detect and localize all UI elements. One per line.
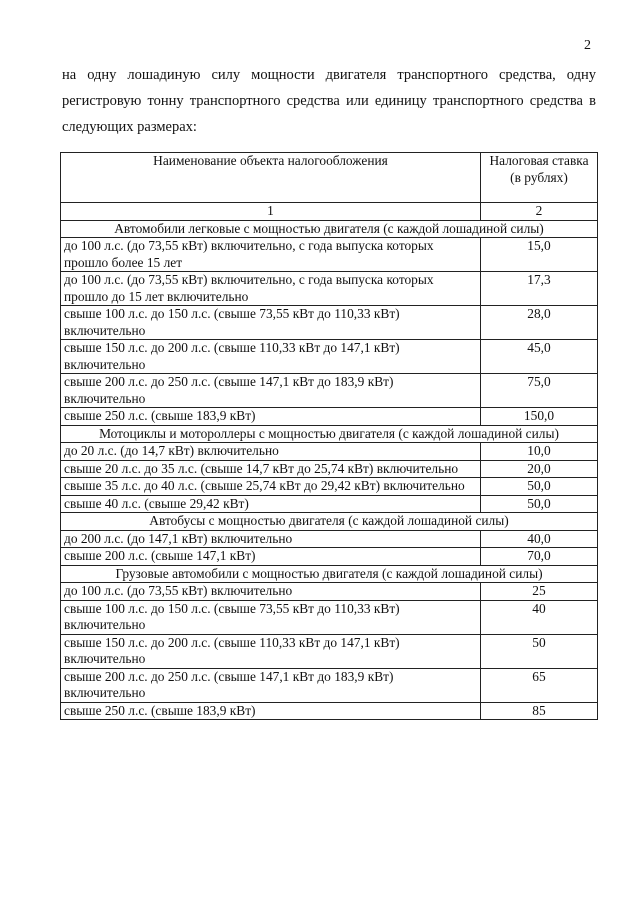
table-row <box>61 600 598 634</box>
column-number-2: 2 <box>481 203 598 221</box>
row-tax-rate: 10,0 <box>481 443 598 461</box>
page-number: 2 <box>584 38 591 53</box>
row-tax-rate: 85 <box>481 702 598 720</box>
row-tax-rate: 50,0 <box>481 495 598 513</box>
intro-paragraph <box>62 62 596 140</box>
row-tax-rate: 70,0 <box>481 548 598 566</box>
row-object-name: свыше 200 л.с. (свыше 147,1 кВт) <box>61 548 481 566</box>
row-tax-rate: 50,0 <box>481 478 598 496</box>
column-numbering-row <box>61 203 598 221</box>
row-object-name: свыше 200 л.с. до 250 л.с. (свыше 147,1 кВт до 183,9 кВт) включительно <box>61 668 481 702</box>
row-tax-rate: 150,0 <box>481 408 598 426</box>
table-row <box>61 340 598 374</box>
section-title: Автомобили легковые с мощностью двигателя (с каждой лошадиной силы) <box>61 220 598 238</box>
table-row <box>61 478 598 496</box>
row-object-name: до 20 л.с. (до 14,7 кВт) включительно <box>61 443 481 461</box>
table-row <box>61 374 598 408</box>
section-title: Мотоциклы и мотороллеры с мощностью двигателя (с каждой лошадиной силы) <box>61 425 598 443</box>
row-tax-rate: 65 <box>481 668 598 702</box>
table-header-row <box>61 153 598 203</box>
header-tax-rate: Налоговая ставка (в рублях) <box>481 153 598 203</box>
table-row <box>61 460 598 478</box>
row-object-name: свыше 200 л.с. до 250 л.с. (свыше 147,1 кВт до 183,9 кВт) включительно <box>61 374 481 408</box>
row-tax-rate: 25 <box>481 583 598 601</box>
column-number-1: 1 <box>61 203 481 221</box>
table-row <box>61 306 598 340</box>
row-tax-rate: 17,3 <box>481 272 598 306</box>
table-row <box>61 668 598 702</box>
row-object-name: до 100 л.с. (до 73,55 кВт) включительно <box>61 583 481 601</box>
row-object-name: свыше 250 л.с. (свыше 183,9 кВт) <box>61 408 481 426</box>
row-object-name: свыше 20 л.с. до 35 л.с. (свыше 14,7 кВт до 25,74 кВт) включительно <box>61 460 481 478</box>
row-tax-rate: 28,0 <box>481 306 598 340</box>
row-object-name: свыше 100 л.с. до 150 л.с. (свыше 73,55 кВт до 110,33 кВт) включительно <box>61 600 481 634</box>
section-title-row <box>61 513 598 531</box>
row-object-name: свыше 250 л.с. (свыше 183,9 кВт) <box>61 702 481 720</box>
row-object-name: до 100 л.с. (до 73,55 кВт) включительно, с года выпуска которых прошло до 15 лет включительно <box>61 272 481 306</box>
table-row <box>61 583 598 601</box>
row-tax-rate: 40,0 <box>481 530 598 548</box>
row-object-name: свыше 35 л.с. до 40 л.с. (свыше 25,74 кВт до 29,42 кВт) включительно <box>61 478 481 496</box>
section-title-row <box>61 425 598 443</box>
row-object-name: свыше 40 л.с. (свыше 29,42 кВт) <box>61 495 481 513</box>
section-title: Автобусы с мощностью двигателя (с каждой лошадиной силы) <box>61 513 598 531</box>
table-row <box>61 272 598 306</box>
row-object-name: свыше 150 л.с. до 200 л.с. (свыше 110,33 кВт до 147,1 кВт) включительно <box>61 340 481 374</box>
table-row <box>61 548 598 566</box>
row-tax-rate: 15,0 <box>481 238 598 272</box>
row-object-name: свыше 100 л.с. до 150 л.с. (свыше 73,55 кВт до 110,33 кВт) включительно <box>61 306 481 340</box>
row-tax-rate: 50 <box>481 634 598 668</box>
intro-text: на одну лошадиную силу мощности двигателя транспортного средства, одну регистровую тонну транспортного средства или единицу транспортного средства в следующих размерах: <box>62 67 596 135</box>
tax-table-body <box>61 153 598 720</box>
section-title-row <box>61 565 598 583</box>
table-row <box>61 495 598 513</box>
header-object-name: Наименование объекта налогообложения <box>61 153 481 203</box>
row-tax-rate: 45,0 <box>481 340 598 374</box>
row-tax-rate: 20,0 <box>481 460 598 478</box>
section-title-row <box>61 220 598 238</box>
table-row <box>61 702 598 720</box>
section-title: Грузовые автомобили с мощностью двигателя (с каждой лошадиной силы) <box>61 565 598 583</box>
row-object-name: свыше 150 л.с. до 200 л.с. (свыше 110,33 кВт до 147,1 кВт) включительно <box>61 634 481 668</box>
row-object-name: до 200 л.с. (до 147,1 кВт) включительно <box>61 530 481 548</box>
table-row <box>61 238 598 272</box>
table-row <box>61 634 598 668</box>
table-row <box>61 443 598 461</box>
table-row <box>61 408 598 426</box>
row-tax-rate: 40 <box>481 600 598 634</box>
tax-rate-table <box>60 152 598 720</box>
row-tax-rate: 75,0 <box>481 374 598 408</box>
table-row <box>61 530 598 548</box>
row-object-name: до 100 л.с. (до 73,55 кВт) включительно, с года выпуска которых прошло более 15 лет <box>61 238 481 272</box>
